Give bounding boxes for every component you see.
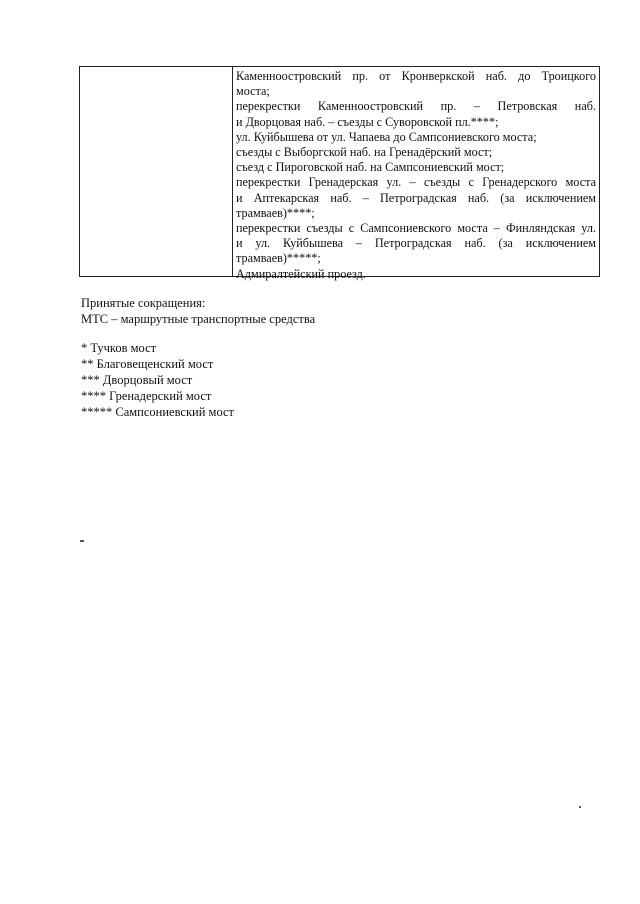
scan-speck <box>579 806 581 808</box>
table-line: съезды с Выборгской наб. на Гренадёрский мост; <box>236 145 493 160</box>
table-line: и Дворцовая наб. – съезды с Суворовской пл.****; <box>236 114 499 129</box>
footnote-item: * Тучков мост <box>81 341 157 355</box>
footnote-item: **** Гренадерский мост <box>81 389 212 403</box>
footnote-item: ** Благовещенский мост <box>81 357 214 371</box>
scan-speck <box>80 540 84 542</box>
table-line: трамваев)****; <box>236 205 315 220</box>
table-line: трамваев)*****; <box>236 251 321 266</box>
footnote-item: ***** Сампсониевский мост <box>81 405 235 419</box>
table-line: моста; <box>236 84 270 99</box>
table-line: Каменноостровский пр. от Кронверкской наб. до Троицкого <box>236 69 596 83</box>
table-left-cell <box>80 67 233 276</box>
table-line: перекрестки Гренадерская ул. – съезды с Гренадерского моста <box>236 175 596 190</box>
table-line: съезд с Пироговской наб. на Сампсониевский мост; <box>236 160 505 175</box>
abbreviations-block <box>81 295 315 327</box>
table-line: и ул. Куйбышева – Петроградская наб. (за исключением <box>236 236 596 251</box>
footnotes-block <box>81 340 234 420</box>
table-line: перекрестки Каменноостровский пр. – Петровская наб. <box>236 99 596 114</box>
table-line: и Аптекарская наб. – Петроградская наб. (за исключением <box>236 190 596 205</box>
table-line: ул. Куйбышева от ул. Чапаева до Сампсониевского моста; <box>236 129 537 144</box>
table-line: перекрестки съезды с Сампсониевского моста – Финляндская ул. <box>236 221 596 236</box>
table-right-cell <box>233 67 599 281</box>
route-table <box>79 66 600 281</box>
abbreviations-heading: Принятые сокращения: <box>81 296 206 310</box>
footnote-item: *** Дворцовый мост <box>81 373 193 387</box>
table-line: Адмиралтейский проезд. <box>236 266 366 281</box>
abbreviation-item: МТС – маршрутные транспортные средства <box>81 312 316 326</box>
